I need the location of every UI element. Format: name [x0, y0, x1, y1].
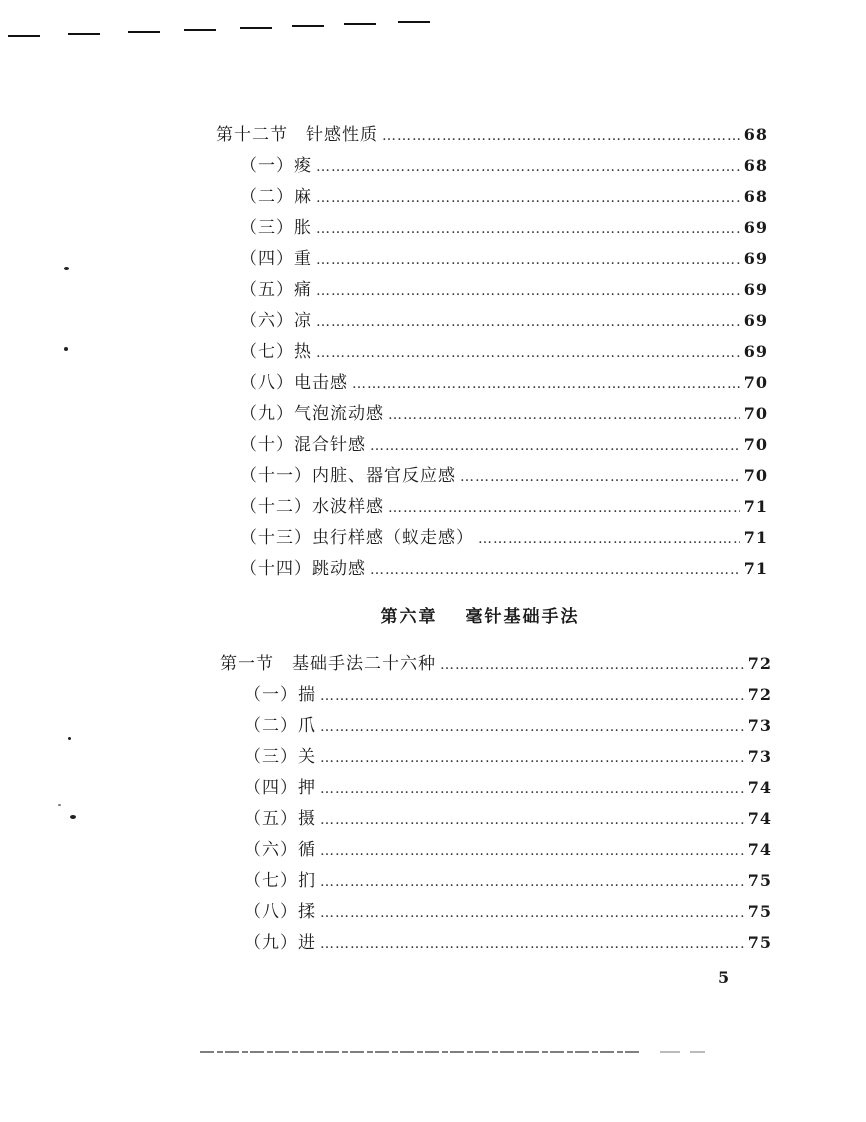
toc-page-number: 74: [747, 809, 772, 828]
dot-leader: [388, 500, 740, 516]
toc-entry[interactable]: [240, 523, 768, 548]
toc-entry[interactable]: [240, 306, 768, 331]
toc-page-number: 69: [743, 218, 768, 237]
toc-page-number: 69: [743, 311, 768, 330]
toc-entry-title: （十）混合针感: [240, 435, 366, 455]
dot-leader: [316, 252, 740, 268]
toc-section-heading[interactable]: [220, 649, 772, 674]
toc-page-number: 73: [747, 716, 772, 735]
toc-entry-title: （五）摄: [244, 809, 316, 829]
toc-entry[interactable]: [240, 213, 768, 238]
dot-leader: [352, 376, 740, 392]
toc-entry[interactable]: [244, 835, 772, 860]
dot-leader: [320, 750, 744, 766]
toc-entry-title: （十一）内脏、器官反应感: [240, 466, 456, 486]
scan-speck: [68, 737, 71, 740]
dot-leader: [320, 781, 744, 797]
scan-speck: [64, 267, 69, 270]
toc-entry[interactable]: [240, 244, 768, 269]
toc-page-number: 73: [747, 747, 772, 766]
toc-page-number: 74: [747, 840, 772, 859]
bottom-scan-line: [200, 1050, 720, 1054]
dot-leader: [370, 438, 740, 454]
toc-entry-title: （三）关: [244, 747, 316, 767]
toc-entry-title: （六）凉: [240, 311, 312, 331]
toc-page-number: 69: [743, 280, 768, 299]
dot-leader: [320, 905, 744, 921]
dot-leader: [440, 657, 744, 673]
toc-entry-title: （一）痠: [240, 156, 312, 176]
toc-entry-title: （七）热: [240, 342, 312, 362]
toc-page-number: 72: [747, 654, 772, 673]
toc-page-number: 70: [743, 435, 768, 454]
toc-entry[interactable]: [244, 866, 772, 891]
dot-leader: [478, 531, 740, 547]
toc-entry[interactable]: [244, 742, 772, 767]
toc-entry-title: （八）电击感: [240, 373, 348, 393]
toc-page-number: 75: [747, 902, 772, 921]
toc-entry[interactable]: [244, 680, 772, 705]
toc-entry-title: （七）扪: [244, 871, 316, 891]
toc-entry-title: （一）揣: [244, 685, 316, 705]
toc-page-number: 75: [747, 871, 772, 890]
dot-leader: [316, 190, 740, 206]
toc-entry-title: （八）揉: [244, 902, 316, 922]
toc-entry[interactable]: [244, 773, 772, 798]
toc-entry-title: （四）押: [244, 778, 316, 798]
toc-section-heading[interactable]: [216, 120, 768, 145]
chapter-heading: [360, 602, 600, 627]
dot-leader: [320, 812, 744, 828]
toc-entry[interactable]: [240, 492, 768, 517]
dot-leader: [320, 843, 744, 859]
toc-entry-title: （十四）跳动感: [240, 559, 366, 579]
toc-entry[interactable]: [240, 430, 768, 455]
toc-entry[interactable]: [240, 275, 768, 300]
toc-entry[interactable]: [244, 928, 772, 953]
toc-entry[interactable]: [244, 711, 772, 736]
toc-entry[interactable]: [240, 182, 768, 207]
toc-entry-title: （三）胀: [240, 218, 312, 238]
top-dashed-rule: [0, 14, 440, 44]
chapter-title: 毫针基础手法: [465, 607, 580, 627]
toc-page-number: 75: [747, 933, 772, 952]
dot-leader: [370, 562, 740, 578]
toc-entry-title: 第十二节 针感性质: [216, 125, 378, 145]
toc-entry-title: （五）痛: [240, 280, 312, 300]
toc-page-number: 69: [743, 342, 768, 361]
toc-entry[interactable]: [240, 554, 768, 579]
toc-entry-title: （十二）水波样感: [240, 497, 384, 517]
page-number: 5: [718, 968, 730, 987]
toc-entry[interactable]: [240, 399, 768, 424]
toc-page-number: 68: [743, 125, 768, 144]
dot-leader: [388, 407, 740, 423]
dot-leader: [316, 345, 740, 361]
dot-leader: [316, 314, 740, 330]
toc-page-number: 68: [743, 156, 768, 175]
toc-page-number: 74: [747, 778, 772, 797]
toc-entry[interactable]: [244, 804, 772, 829]
dot-leader: [316, 283, 740, 299]
toc-page-number: 69: [743, 249, 768, 268]
toc-entry-title: （十三）虫行样感（蚁走感）: [240, 528, 474, 548]
dot-leader: [460, 469, 740, 485]
toc-page-number: 70: [743, 466, 768, 485]
scan-speck: [64, 347, 68, 351]
toc-page-number: 71: [743, 559, 768, 578]
toc-page-number: 70: [743, 373, 768, 392]
dot-leader: [320, 719, 744, 735]
toc-entry-title: 第一节 基础手法二十六种: [220, 654, 436, 674]
toc-entry[interactable]: [240, 368, 768, 393]
dot-leader: [320, 936, 744, 952]
dot-leader: [320, 874, 744, 890]
toc-entry[interactable]: [240, 151, 768, 176]
toc-entry-title: （四）重: [240, 249, 312, 269]
toc-page-number: 70: [743, 404, 768, 423]
dot-leader: [316, 221, 740, 237]
toc-entry-title: （九）气泡流动感: [240, 404, 384, 424]
toc-page-number: 71: [743, 528, 768, 547]
toc-page-number: 71: [743, 497, 768, 516]
toc-entry-title: （二）爪: [244, 716, 316, 736]
toc-entry[interactable]: [240, 337, 768, 362]
dot-leader: [316, 159, 740, 175]
toc-page-number: 72: [747, 685, 772, 704]
chapter-number: 第六章: [380, 607, 438, 627]
dot-leader: [320, 688, 744, 704]
dot-leader: [382, 128, 740, 144]
toc-entry-title: （二）麻: [240, 187, 312, 207]
scan-speck: [58, 804, 61, 806]
toc-page-number: 68: [743, 187, 768, 206]
toc-entry-title: （六）循: [244, 840, 316, 860]
scan-speck: [70, 815, 76, 819]
toc-entry[interactable]: [240, 461, 768, 486]
toc-entry-title: （九）进: [244, 933, 316, 953]
toc-entry[interactable]: [244, 897, 772, 922]
